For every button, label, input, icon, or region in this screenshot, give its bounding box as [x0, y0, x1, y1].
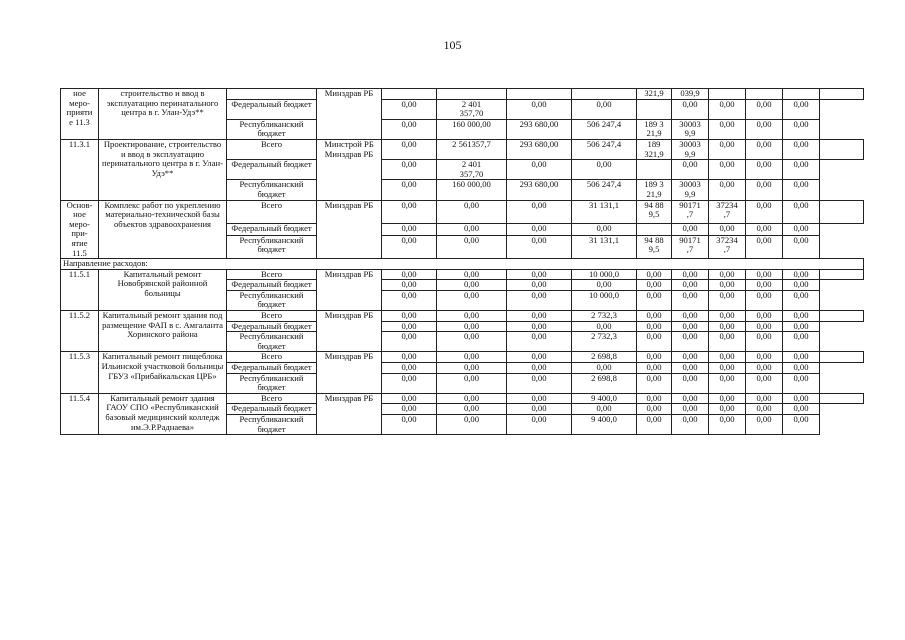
value-cell — [637, 160, 672, 180]
value-cell: 0,00 — [507, 332, 572, 352]
measure-name: Капитальный ремонт здания ГАОУ СПО «Республиканский базовый медицинский колледж им.Э.Р.Раднаева» — [99, 393, 227, 434]
value-cell: 0,00 — [382, 373, 437, 393]
funding-source: Республиканский бюджет — [227, 290, 317, 310]
funding-source: Всего — [227, 393, 317, 404]
value-cell: 0,00 — [507, 99, 572, 119]
value-cell: 293 680,00 — [507, 119, 572, 139]
value-cell: 0,00 — [746, 363, 783, 374]
value-cell: 0,00 — [709, 99, 746, 119]
value-cell: 0,00 — [709, 332, 746, 352]
value-cell: 0,00 — [783, 393, 820, 404]
value-cell: 0,00 — [382, 311, 437, 322]
value-cell: 0,00 — [672, 332, 709, 352]
value-cell: 0,00 — [637, 290, 672, 310]
measure-code: 11.5.1 — [61, 269, 99, 310]
value-cell: 506 247,4 — [572, 119, 637, 139]
value-cell: 0,00 — [507, 373, 572, 393]
value-cell: 0,00 — [382, 223, 437, 235]
value-cell: 0,00 — [783, 99, 820, 119]
value-cell: 0,00 — [572, 404, 637, 415]
value-cell: 94 88 9,5 — [637, 200, 672, 223]
funding-source: Республиканский бюджет — [227, 373, 317, 393]
value-cell — [783, 89, 820, 100]
value-cell: 0,00 — [437, 290, 507, 310]
value-cell: 0,00 — [637, 373, 672, 393]
value-cell: 0,00 — [672, 290, 709, 310]
value-cell: 2 401 357,70 — [437, 160, 507, 180]
measure-name: Проектирование, строительство и ввод в эксплуатацию перинатального центра в г. Улан-Удэ** — [99, 139, 227, 200]
value-cell: 0,00 — [382, 180, 437, 200]
value-cell: 0,00 — [783, 311, 820, 322]
value-cell: 0,00 — [382, 160, 437, 180]
value-cell: 189 321,9 — [637, 139, 672, 159]
measure-code: Основ- ное меро- при- ятие 11.5 — [61, 200, 99, 259]
value-cell: 0,00 — [637, 404, 672, 415]
value-cell: 0,00 — [672, 321, 709, 332]
value-cell: 0,00 — [783, 269, 820, 280]
value-cell: 37234 ,7 — [709, 200, 746, 223]
value-cell: 37234 ,7 — [709, 235, 746, 258]
value-cell: 0,00 — [672, 223, 709, 235]
funding-source: Республиканский бюджет — [227, 332, 317, 352]
value-cell: 0,00 — [507, 200, 572, 223]
value-cell: 506 247,4 — [572, 180, 637, 200]
value-cell: 0,00 — [382, 99, 437, 119]
value-cell — [820, 139, 864, 159]
value-cell: 0,00 — [783, 160, 820, 180]
funding-source: Федеральный бюджет — [227, 160, 317, 180]
value-cell: 30003 9,9 — [672, 180, 709, 200]
value-cell: 0,00 — [783, 235, 820, 258]
value-cell: 2 698,8 — [572, 352, 637, 363]
executor: Минстрой РБ Минздрав РБ — [317, 139, 382, 200]
value-cell: 0,00 — [637, 352, 672, 363]
value-cell: 9 400,0 — [572, 393, 637, 404]
funding-source: Федеральный бюджет — [227, 321, 317, 332]
value-cell — [709, 89, 746, 100]
executor: Минздрав РБ — [317, 269, 382, 310]
value-cell: 506 247,4 — [572, 139, 637, 159]
value-cell: 0,00 — [672, 160, 709, 180]
value-cell: 0,00 — [783, 352, 820, 363]
measure-code: 11.3.1 — [61, 139, 99, 200]
value-cell: 189 3 21,9 — [637, 180, 672, 200]
value-cell: 0,00 — [382, 200, 437, 223]
funding-source: Республиканский бюджет — [227, 235, 317, 258]
value-cell: 039,9 — [672, 89, 709, 100]
value-cell: 0,00 — [709, 415, 746, 435]
value-cell: 0,00 — [783, 280, 820, 291]
value-cell: 0,00 — [672, 352, 709, 363]
value-cell: 0,00 — [709, 321, 746, 332]
section-row — [61, 259, 864, 270]
table-row — [61, 393, 864, 404]
value-cell: 0,00 — [507, 393, 572, 404]
value-cell: 0,00 — [746, 321, 783, 332]
value-cell: 0,00 — [437, 311, 507, 322]
measure-name: Капитальный ремонт пищеблока Ильинской участковой больницы ГБУЗ «Прибайкальская ЦРБ» — [99, 352, 227, 393]
value-cell: 0,00 — [709, 160, 746, 180]
executor: Минздрав РБ — [317, 352, 382, 393]
value-cell: 0,00 — [572, 280, 637, 291]
value-cell: 0,00 — [637, 311, 672, 322]
value-cell: 0,00 — [382, 404, 437, 415]
value-cell: 0,00 — [507, 160, 572, 180]
value-cell: 0,00 — [572, 99, 637, 119]
value-cell: 0,00 — [637, 363, 672, 374]
value-cell: 0,00 — [709, 363, 746, 374]
value-cell: 0,00 — [783, 119, 820, 139]
value-cell: 0,00 — [746, 290, 783, 310]
value-cell: 0,00 — [709, 139, 746, 159]
value-cell: 0,00 — [709, 290, 746, 310]
value-cell: 0,00 — [637, 332, 672, 352]
funding-source: Федеральный бюджет — [227, 404, 317, 415]
value-cell: 0,00 — [572, 321, 637, 332]
value-cell: 0,00 — [746, 119, 783, 139]
table-row — [61, 311, 864, 322]
value-cell: 2 561357,7 — [437, 139, 507, 159]
value-cell — [637, 223, 672, 235]
value-cell: 0,00 — [437, 404, 507, 415]
measure-name: Комплекс работ по укреплению материально-технической базы объектов здравоохранения — [99, 200, 227, 259]
value-cell — [820, 269, 864, 280]
funding-source: Всего — [227, 311, 317, 322]
value-cell: 0,00 — [746, 99, 783, 119]
value-cell: 2 698,8 — [572, 373, 637, 393]
value-cell: 0,00 — [507, 223, 572, 235]
table-row — [61, 269, 864, 280]
value-cell — [820, 200, 864, 223]
value-cell: 0,00 — [637, 280, 672, 291]
value-cell: 293 680,00 — [507, 180, 572, 200]
value-cell: 189 3 21,9 — [637, 119, 672, 139]
funding-source: Республиканский бюджет — [227, 180, 317, 200]
value-cell: 0,00 — [672, 99, 709, 119]
value-cell: 0,00 — [746, 373, 783, 393]
value-cell: 0,00 — [672, 404, 709, 415]
value-cell: 0,00 — [637, 393, 672, 404]
value-cell: 0,00 — [783, 404, 820, 415]
executor: Минздрав РБ — [317, 200, 382, 259]
value-cell: 0,00 — [709, 280, 746, 291]
value-cell: 0,00 — [746, 160, 783, 180]
value-cell: 0,00 — [507, 352, 572, 363]
value-cell: 0,00 — [783, 363, 820, 374]
executor: Минздрав РБ — [317, 311, 382, 352]
value-cell: 0,00 — [507, 235, 572, 258]
value-cell: 0,00 — [783, 332, 820, 352]
measure-code: 11.5.3 — [61, 352, 99, 393]
value-cell: 0,00 — [382, 415, 437, 435]
value-cell: 0,00 — [783, 373, 820, 393]
value-cell: 0,00 — [437, 280, 507, 291]
value-cell: 0,00 — [437, 393, 507, 404]
value-cell: 0,00 — [746, 332, 783, 352]
measure-code: 11.5.4 — [61, 393, 99, 434]
value-cell: 0,00 — [572, 160, 637, 180]
value-cell: 0,00 — [637, 415, 672, 435]
value-cell — [507, 89, 572, 100]
section-title: Направление расходов: — [61, 259, 864, 270]
table-row — [61, 352, 864, 363]
value-cell: 0,00 — [746, 393, 783, 404]
value-cell: 0,00 — [783, 139, 820, 159]
measure-code: ное меро- прияти е 11.3 — [61, 89, 99, 140]
value-cell: 10 000,0 — [572, 290, 637, 310]
funding-source: Федеральный бюджет — [227, 99, 317, 119]
value-cell — [820, 393, 864, 404]
value-cell: 0,00 — [507, 290, 572, 310]
value-cell: 0,00 — [783, 223, 820, 235]
value-cell: 0,00 — [507, 321, 572, 332]
value-cell: 0,00 — [382, 290, 437, 310]
funding-source: Всего — [227, 352, 317, 363]
value-cell: 0,00 — [672, 311, 709, 322]
value-cell: 31 131,1 — [572, 200, 637, 223]
value-cell — [820, 89, 864, 100]
value-cell: 0,00 — [382, 352, 437, 363]
value-cell: 0,00 — [507, 280, 572, 291]
value-cell: 0,00 — [437, 415, 507, 435]
value-cell: 0,00 — [572, 363, 637, 374]
value-cell: 0,00 — [746, 415, 783, 435]
value-cell: 0,00 — [437, 363, 507, 374]
value-cell: 0,00 — [637, 269, 672, 280]
value-cell: 0,00 — [672, 373, 709, 393]
value-cell: 0,00 — [709, 223, 746, 235]
value-cell: 2 401 357,70 — [437, 99, 507, 119]
value-cell: 0,00 — [382, 269, 437, 280]
value-cell: 0,00 — [637, 321, 672, 332]
funding-source: Федеральный бюджет — [227, 280, 317, 291]
value-cell: 0,00 — [783, 321, 820, 332]
value-cell: 0,00 — [746, 269, 783, 280]
value-cell: 0,00 — [783, 180, 820, 200]
value-cell: 0,00 — [672, 280, 709, 291]
value-cell: 0,00 — [709, 269, 746, 280]
measure-code: 11.5.2 — [61, 311, 99, 352]
value-cell: 10 000,0 — [572, 269, 637, 280]
value-cell: 0,00 — [783, 290, 820, 310]
value-cell: 160 000,00 — [437, 119, 507, 139]
funding-source: Федеральный бюджет — [227, 223, 317, 235]
measure-name: Капитальный ремонт здания под размещение ФАП в с. Амгаланта Хоринского района — [99, 311, 227, 352]
value-cell: 0,00 — [382, 235, 437, 258]
value-cell: 0,00 — [746, 404, 783, 415]
value-cell: 0,00 — [672, 269, 709, 280]
value-cell: 0,00 — [507, 415, 572, 435]
value-cell: 0,00 — [382, 321, 437, 332]
table-row — [61, 89, 864, 100]
executor: Минздрав РБ — [317, 89, 382, 140]
value-cell: 321,9 — [637, 89, 672, 100]
table-row — [61, 139, 864, 159]
budget-table — [60, 88, 864, 435]
value-cell: 0,00 — [437, 235, 507, 258]
value-cell: 0,00 — [709, 404, 746, 415]
value-cell: 0,00 — [783, 200, 820, 223]
executor: Минздрав РБ — [317, 393, 382, 434]
funding-source: Республиканский бюджет — [227, 119, 317, 139]
value-cell: 0,00 — [709, 119, 746, 139]
value-cell: 0,00 — [746, 235, 783, 258]
value-cell: 0,00 — [382, 332, 437, 352]
value-cell — [820, 352, 864, 363]
value-cell: 0,00 — [746, 311, 783, 322]
value-cell: 90171 ,7 — [672, 200, 709, 223]
value-cell — [572, 89, 637, 100]
value-cell: 30003 9,9 — [672, 139, 709, 159]
value-cell: 30003 9,9 — [672, 119, 709, 139]
value-cell: 0,00 — [382, 119, 437, 139]
value-cell — [820, 311, 864, 322]
value-cell: 293 680,00 — [507, 139, 572, 159]
value-cell — [637, 99, 672, 119]
funding-source: Всего — [227, 269, 317, 280]
value-cell: 0,00 — [507, 404, 572, 415]
value-cell: 94 88 9,5 — [637, 235, 672, 258]
value-cell: 0,00 — [507, 269, 572, 280]
value-cell: 160 000,00 — [437, 180, 507, 200]
funding-source — [227, 89, 317, 100]
value-cell: 31 131,1 — [572, 235, 637, 258]
table-row — [61, 200, 864, 223]
value-cell: 0,00 — [709, 311, 746, 322]
value-cell: 0,00 — [672, 415, 709, 435]
value-cell: 0,00 — [437, 373, 507, 393]
value-cell: 0,00 — [746, 223, 783, 235]
value-cell: 0,00 — [437, 321, 507, 332]
value-cell: 90171 ,7 — [672, 235, 709, 258]
value-cell: 0,00 — [382, 393, 437, 404]
funding-source: Всего — [227, 200, 317, 223]
value-cell: 0,00 — [746, 139, 783, 159]
value-cell — [382, 89, 437, 100]
measure-name: строительство и ввод в эксплуатацию перинатального центра в г. Улан-Удэ** — [99, 89, 227, 140]
value-cell: 0,00 — [437, 269, 507, 280]
page-number: 105 — [443, 38, 462, 52]
value-cell: 0,00 — [746, 280, 783, 291]
funding-source: Республиканский бюджет — [227, 415, 317, 435]
value-cell: 0,00 — [783, 415, 820, 435]
funding-source: Всего — [227, 139, 317, 159]
value-cell: 0,00 — [382, 139, 437, 159]
value-cell: 9 400,0 — [572, 415, 637, 435]
value-cell: 0,00 — [437, 200, 507, 223]
value-cell: 0,00 — [709, 180, 746, 200]
value-cell — [746, 89, 783, 100]
value-cell: 0,00 — [746, 200, 783, 223]
value-cell: 0,00 — [382, 363, 437, 374]
value-cell: 0,00 — [382, 280, 437, 291]
value-cell: 0,00 — [437, 332, 507, 352]
value-cell: 0,00 — [507, 363, 572, 374]
value-cell: 0,00 — [437, 352, 507, 363]
value-cell: 0,00 — [709, 393, 746, 404]
value-cell: 2 732,3 — [572, 311, 637, 322]
value-cell — [437, 89, 507, 100]
value-cell: 0,00 — [709, 373, 746, 393]
value-cell: 0,00 — [572, 223, 637, 235]
value-cell: 0,00 — [672, 363, 709, 374]
value-cell: 0,00 — [672, 393, 709, 404]
value-cell: 0,00 — [437, 223, 507, 235]
value-cell: 0,00 — [746, 180, 783, 200]
value-cell: 0,00 — [709, 352, 746, 363]
value-cell: 0,00 — [507, 311, 572, 322]
value-cell: 2 732,3 — [572, 332, 637, 352]
funding-source: Федеральный бюджет — [227, 363, 317, 374]
measure-name: Капитальный ремонт Новобрянской районной больницы — [99, 269, 227, 310]
value-cell: 0,00 — [746, 352, 783, 363]
